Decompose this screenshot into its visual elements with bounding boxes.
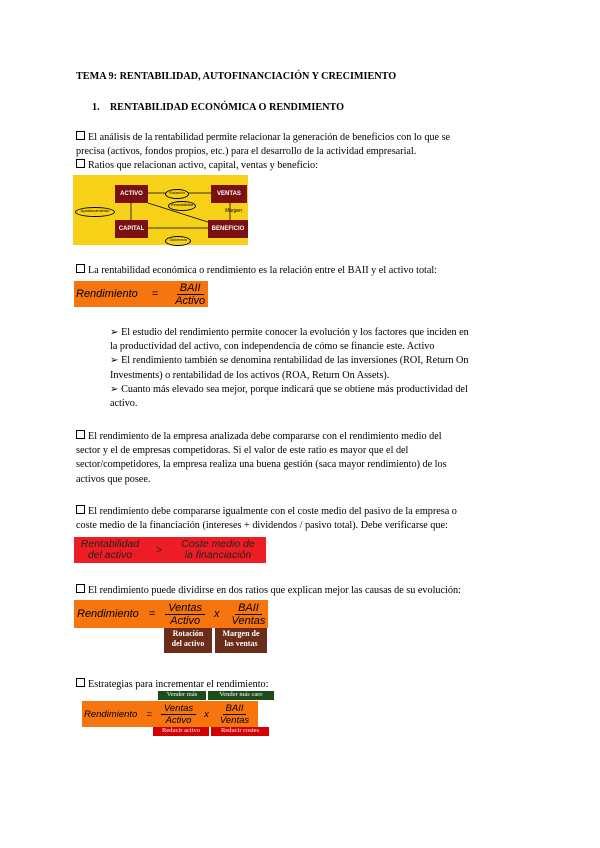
paragraph-4: El rendimiento de la empresa analizada debe compararse con el rendimiento medio del sector y el de empresas competidoras. Si el valor de este ratio es mayor que el del sector/competidores, la empresa realiza una buena gestión (saca mayor rendimiento) de los activos que posee. (76, 431, 447, 485)
checkbox-bullet-icon (76, 264, 85, 273)
bullet-list-rendimiento: ➢ El estudio del rendimiento permite conocer la evolución y los factores que inciden en la productividad del activo, con independencia de cómo se financie este. Activo ➢ El rendimiento también se denomina rentabilidad de las inversiones (ROI, Return On Investments) o rentabilidad de los activos (ROA, Return On Assets). ➢ Cuanto más elevado sea mejor, porque indicará que se obtiene más productividad del activo. (110, 327, 469, 410)
checkbox-bullet-icon (76, 584, 85, 593)
paragraph-3: La rentabilidad económica o rendimiento es la relación entre el BAII y el activo total: (76, 264, 437, 278)
diagram-apalancamiento: Apalancamiento (75, 207, 115, 217)
formula-rendimiento: Rendimiento = $\frac{\text{BAII}}{\text{Activo}}$ (74, 281, 208, 307)
paragraph-1: El análisis de la rentabilidad permite relacionar la generación de beneficios con lo que se precisa (activos, fondos propios, etc.) para el desarrollo de la actividad empresarial. Ratios que relacionan activo, capital, ventas y beneficio: (76, 132, 451, 172)
diagram-activo: ACTIVO (115, 185, 148, 203)
margen-ventas-label: Margen de las ventas (215, 628, 267, 653)
formula-descomposicion: Rendimiento = $\frac{\text{Ventas}}{\text{Activo}}$ x $\frac{\text{BAII}}{\text{Ventas}}$ (74, 600, 268, 628)
checkbox-bullet-icon (76, 505, 85, 514)
reducir-costes-label: Reducir costes (211, 727, 269, 736)
checkbox-bullet-icon (76, 430, 85, 439)
diagram-ventas: VENTAS (211, 185, 247, 203)
paragraph-6: El rendimiento puede dividirse en dos ratios que explican mejor las causas de su evolución: (76, 584, 461, 598)
section-heading: 1. RENTABILIDAD ECONÓMICA O RENDIMIENTO (92, 102, 345, 113)
diagram-margen: Margen (225, 208, 242, 214)
diagram-beneficio: BENEFICIO (208, 220, 248, 238)
paragraph-5: El rendimiento debe compararse igualmente con el coste medio del pasivo de la empresa o coste medio de la financiación (intereses + dividendos / pasivo total). Debe verificarse que: (76, 506, 457, 532)
checkbox-bullet-icon (76, 678, 85, 687)
vender-mas-caro-label: Vender más caro (208, 691, 274, 700)
formula-comparacion: Rentabilidad del activo > Coste medio de la financiación (74, 537, 266, 563)
diagram-solvencia: Solvencia (165, 236, 191, 246)
checkbox-bullet-icon (76, 159, 85, 168)
diagram-rotacion: Rotación (165, 189, 189, 199)
formula-estrategias: Rendimiento = $\frac{\text{Ventas}}{\text{Activo}}$ x $\frac{\text{BAII}}{\text{Ventas}}$ (82, 701, 258, 727)
page-title: TEMA 9: RENTABILIDAD, AUTOFINANCIACIÓN Y CRECIMIENTO (76, 71, 397, 82)
diagram-rentabilidad: Rentabilidad (168, 201, 196, 211)
paragraph-7: Estrategias para incrementar el rendimiento: (76, 678, 268, 692)
vender-mas-label: Vender más (158, 691, 206, 700)
reducir-activo-label: Reducir activo (153, 727, 209, 736)
checkbox-bullet-icon (76, 131, 85, 140)
rotacion-activo-label: Rotación del activo (164, 628, 212, 653)
ratio-diagram (73, 175, 248, 245)
diagram-capital: CAPITAL (115, 220, 148, 238)
